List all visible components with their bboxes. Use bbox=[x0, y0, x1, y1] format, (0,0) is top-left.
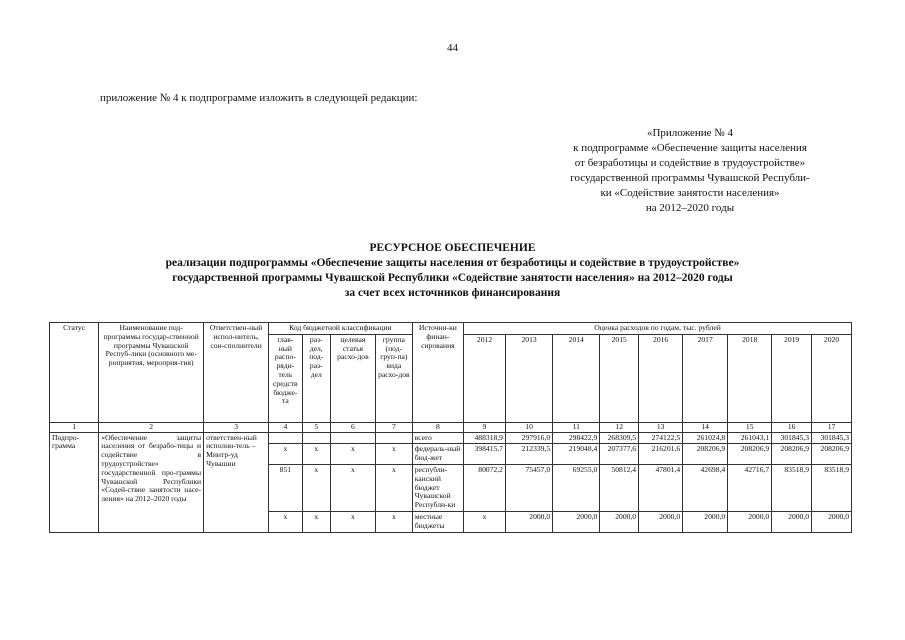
executor-cell: ответствен-ный исполни-тель – Минтр-уд Чувашии bbox=[204, 432, 269, 532]
subprogram-name-cell: «Обеспечение защиты населения от безрабо-тицы и содействие в трудоустройстве» государственной про-граммы Чувашской Республики «Содей-ствие занятости насе-ления» на 2012–2020 годы bbox=[99, 432, 204, 532]
page-number: 44 bbox=[447, 42, 458, 54]
col-number: 1 bbox=[50, 422, 99, 432]
col-number: 6 bbox=[330, 422, 375, 432]
code-cell bbox=[330, 432, 375, 444]
value-cell: 83518,9 bbox=[812, 464, 852, 511]
header-row bbox=[50, 323, 852, 335]
col-number: 10 bbox=[505, 422, 552, 432]
col-number: 16 bbox=[772, 422, 812, 432]
value-cell: 208206,9 bbox=[728, 444, 772, 465]
code-cell: x bbox=[375, 511, 412, 532]
annex-header bbox=[520, 126, 860, 216]
value-cell: 2000,0 bbox=[505, 511, 552, 532]
value-cell: 83518,9 bbox=[772, 464, 812, 511]
value-cell: 268309,5 bbox=[600, 432, 639, 444]
col-number: 9 bbox=[464, 422, 506, 432]
value-cell: 301845,3 bbox=[772, 432, 812, 444]
value-cell: 2000,0 bbox=[600, 511, 639, 532]
document-heading bbox=[0, 241, 905, 301]
header-year: 2016 bbox=[639, 334, 683, 422]
code-cell: x bbox=[330, 511, 375, 532]
header-code-col: группа (под-груп-па) вида расхо-дов bbox=[375, 334, 412, 422]
code-cell: x bbox=[302, 464, 330, 511]
col-number: 3 bbox=[204, 422, 269, 432]
heading-line: государственной программы Чувашской Республики «Содействие занятости населения» на 2012–2020 годы bbox=[172, 272, 733, 284]
heading-line: реализации подпрограммы «Обеспечение защиты населения от безработицы и содействие в трудоустройстве» bbox=[165, 257, 740, 269]
code-cell: x bbox=[375, 444, 412, 465]
value-cell: 2000,0 bbox=[772, 511, 812, 532]
annex-line: на 2012–2020 годы bbox=[645, 202, 735, 214]
value-cell: 297916,0 bbox=[505, 432, 552, 444]
value-cell: 208206,9 bbox=[772, 444, 812, 465]
value-cell: 42716,7 bbox=[728, 464, 772, 511]
header-year: 2019 bbox=[772, 334, 812, 422]
value-cell: 261024,8 bbox=[683, 432, 728, 444]
header-year: 2012 bbox=[464, 334, 506, 422]
value-cell: 301845,3 bbox=[812, 432, 852, 444]
value-cell: 208206,9 bbox=[812, 444, 852, 465]
value-cell: 80072,2 bbox=[464, 464, 506, 511]
header-year: 2020 bbox=[812, 334, 852, 422]
code-cell: x bbox=[375, 464, 412, 511]
col-number: 12 bbox=[600, 422, 639, 432]
value-cell: 42698,4 bbox=[683, 464, 728, 511]
source-cell: федераль-ный бюд-жет bbox=[412, 444, 463, 465]
header-name: Наименование под-программы государ-ственной программы Чувашской Респуб-лики (основного ме-роприятия, мероприя-тия) bbox=[99, 323, 204, 423]
code-cell: 851 bbox=[269, 464, 303, 511]
header-source: Источни-ки финан-сирования bbox=[412, 323, 463, 423]
code-cell bbox=[302, 432, 330, 444]
col-number: 7 bbox=[375, 422, 412, 432]
annex-line: ки «Содействие занятости населения» bbox=[600, 187, 780, 199]
col-number: 4 bbox=[269, 422, 303, 432]
header-status: Статус bbox=[50, 323, 99, 423]
status-cell: Подпро-грамма bbox=[50, 432, 99, 532]
col-number: 5 bbox=[302, 422, 330, 432]
value-cell: 2000,0 bbox=[683, 511, 728, 532]
value-cell: 2000,0 bbox=[639, 511, 683, 532]
col-number: 15 bbox=[728, 422, 772, 432]
column-number-row bbox=[50, 422, 852, 432]
header-code-col: глав-ный распо-ряди-тель средств бюдже-та bbox=[269, 334, 303, 422]
value-cell: 274122,5 bbox=[639, 432, 683, 444]
value-cell: 261043,1 bbox=[728, 432, 772, 444]
source-cell: всего bbox=[412, 432, 463, 444]
value-cell: 2000,0 bbox=[812, 511, 852, 532]
value-cell: 47801,4 bbox=[639, 464, 683, 511]
value-cell: 298422,9 bbox=[553, 432, 600, 444]
value-cell: 488318,9 bbox=[464, 432, 506, 444]
code-cell bbox=[269, 432, 303, 444]
value-cell: 219048,4 bbox=[553, 444, 600, 465]
value-cell: 2000,0 bbox=[728, 511, 772, 532]
header-estimate: Оценка расходов по годам, тыс. рублей bbox=[464, 323, 852, 335]
resource-table bbox=[49, 322, 852, 533]
header-executor: Ответствен-ный испол-нитель, сои-сполнители bbox=[204, 323, 269, 423]
annex-line: государственной программы Чувашской Республи- bbox=[570, 172, 810, 184]
value-cell: 208206,9 bbox=[683, 444, 728, 465]
value-cell: 398415,7 bbox=[464, 444, 506, 465]
source-cell: местные бюджеты bbox=[412, 511, 463, 532]
value-cell: 212339,5 bbox=[505, 444, 552, 465]
heading-line: РЕСУРСНОЕ ОБЕСПЕЧЕНИЕ bbox=[369, 242, 536, 254]
value-cell: 75457,0 bbox=[505, 464, 552, 511]
code-cell: x bbox=[269, 444, 303, 465]
annex-line: к подпрограмме «Обеспечение защиты населения bbox=[573, 142, 807, 154]
value-cell: 216201,6 bbox=[639, 444, 683, 465]
value-cell: 207377,6 bbox=[600, 444, 639, 465]
header-year: 2014 bbox=[553, 334, 600, 422]
heading-line: за счет всех источников финансирования bbox=[344, 287, 561, 299]
col-number: 8 bbox=[412, 422, 463, 432]
col-number: 13 bbox=[639, 422, 683, 432]
value-cell: 69255,0 bbox=[553, 464, 600, 511]
annex-line: от безработицы и содействие в трудоустройстве» bbox=[574, 157, 806, 169]
header-budget-code: Код бюджетной классификации bbox=[269, 323, 413, 335]
header-code-col: раз-дел, под-раз-дел bbox=[302, 334, 330, 422]
code-cell: x bbox=[269, 511, 303, 532]
code-cell: x bbox=[330, 464, 375, 511]
header-year: 2018 bbox=[728, 334, 772, 422]
value-cell: 2000,0 bbox=[553, 511, 600, 532]
code-cell: x bbox=[302, 511, 330, 532]
code-cell: x bbox=[330, 444, 375, 465]
col-number: 14 bbox=[683, 422, 728, 432]
header-code-col: целевая статья расхо-дов bbox=[330, 334, 375, 422]
annex-line: «Приложение № 4 bbox=[646, 127, 734, 139]
col-number: 17 bbox=[812, 422, 852, 432]
source-cell: республи-канский бюджет Чувашской Республи-ки bbox=[412, 464, 463, 511]
code-cell bbox=[375, 432, 412, 444]
header-year: 2013 bbox=[505, 334, 552, 422]
col-number: 2 bbox=[99, 422, 204, 432]
table-row bbox=[50, 432, 852, 444]
header-year: 2017 bbox=[683, 334, 728, 422]
header-year: 2015 bbox=[600, 334, 639, 422]
value-cell: 50812,4 bbox=[600, 464, 639, 511]
intro-text: приложение № 4 к подпрограмме изложить в следующей редакции: bbox=[100, 92, 418, 104]
col-number: 11 bbox=[553, 422, 600, 432]
code-cell: x bbox=[302, 444, 330, 465]
value-cell: x bbox=[464, 511, 506, 532]
